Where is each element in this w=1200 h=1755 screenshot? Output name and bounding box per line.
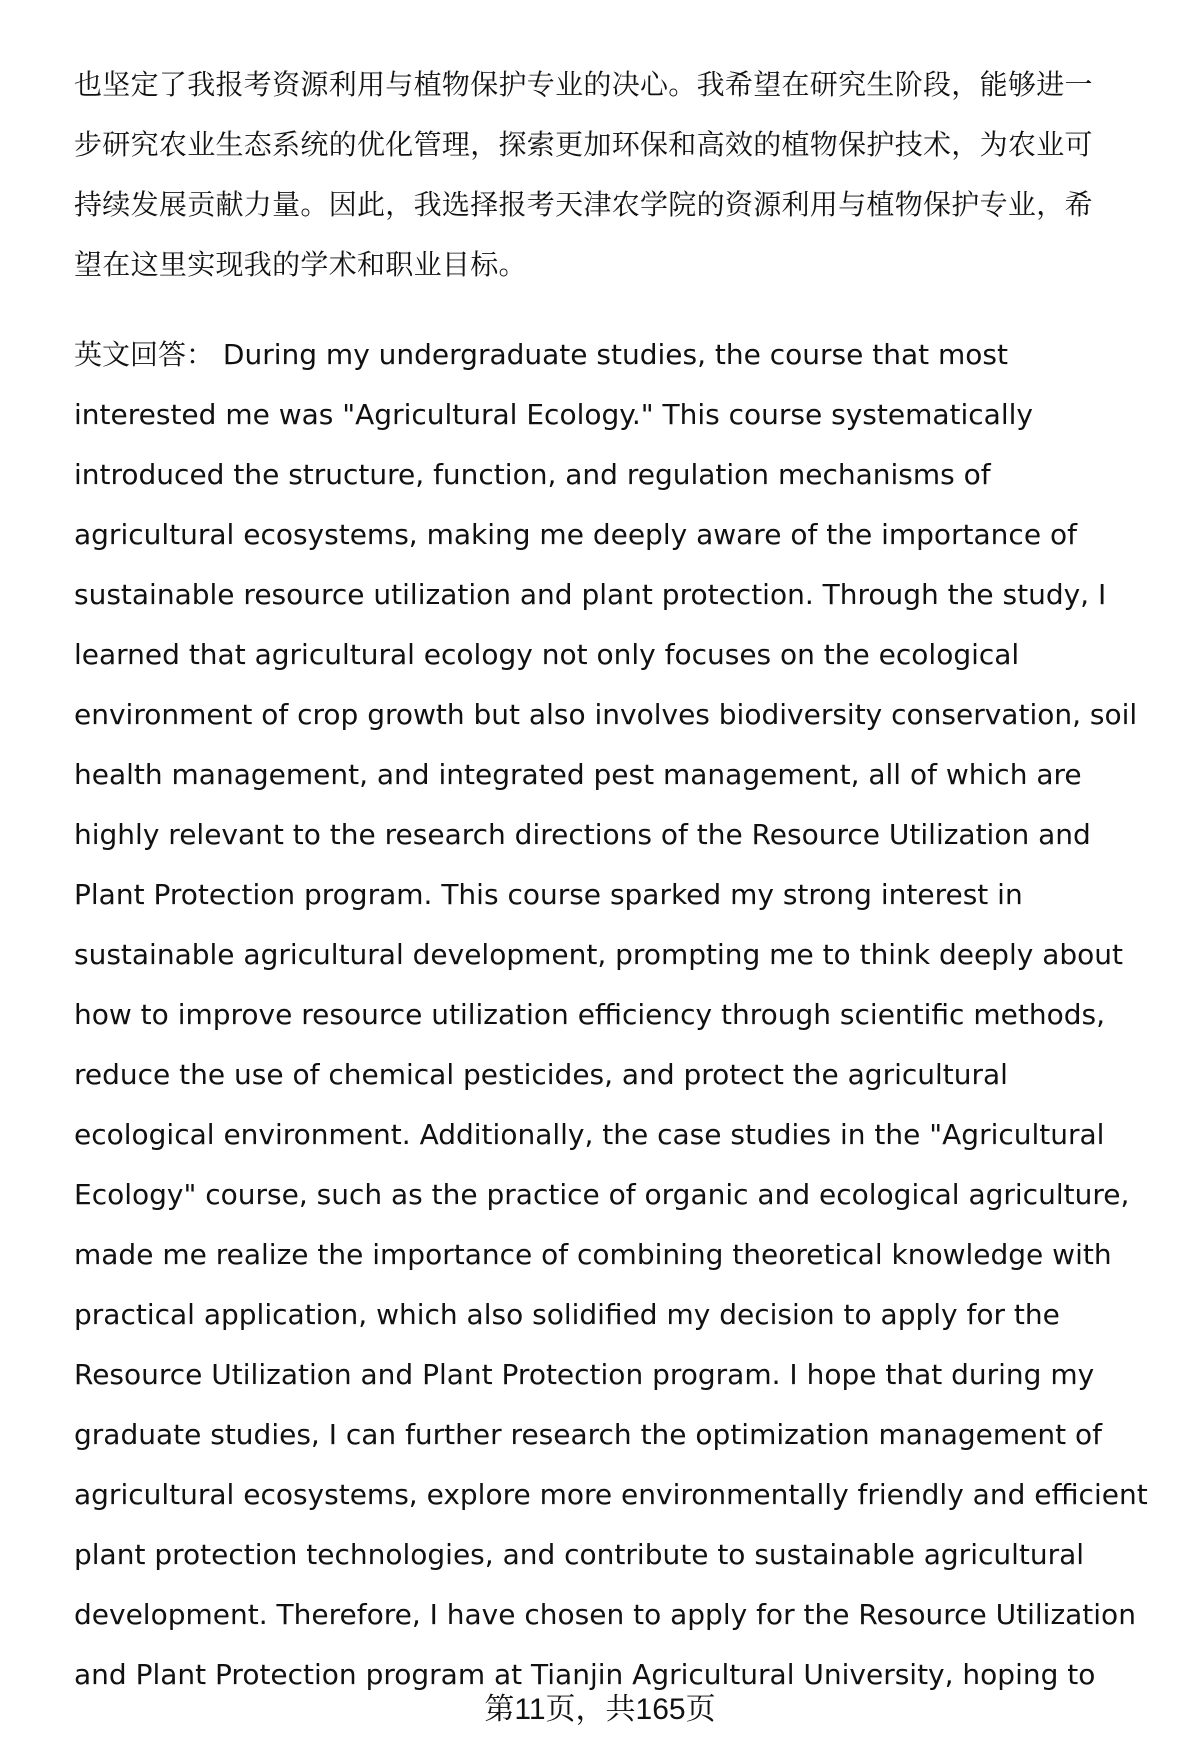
text-line: sustainable agricultural development, prompting me to think deeply about	[74, 938, 1123, 971]
text-line: made me realize the importance of combining theoretical knowledge with	[74, 1238, 1112, 1271]
text-line: 也坚定了我报考资源利用与植物保护专业的决心。我希望在研究生阶段，能够进一	[74, 68, 1093, 101]
text-line: 步研究农业生态系统的优化管理，探索更加环保和高效的植物保护技术，为农业可	[74, 128, 1093, 161]
text-line: 望在这里实现我的学术和职业目标。	[74, 248, 527, 281]
text-line: Ecology" course, such as the practice of organic and ecological agriculture,	[74, 1178, 1130, 1211]
text-line: Resource Utilization and Plant Protection program. I hope that during my	[74, 1358, 1095, 1391]
text-line: environment of crop growth but also involves biodiversity conservation, soil	[74, 698, 1138, 731]
text-line: highly relevant to the research directions of the Resource Utilization and	[74, 818, 1091, 851]
text-line: learned that agricultural ecology not only focuses on the ecological	[74, 638, 1020, 671]
text-line: reduce the use of chemical pesticides, and protect the agricultural	[74, 1058, 1008, 1091]
text-line: development. Therefore, I have chosen to apply for the Resource Utilization	[74, 1598, 1136, 1631]
text-line: and Plant Protection program at Tianjin Agricultural University, hoping to	[74, 1658, 1096, 1691]
text-line: plant protection technologies, and contribute to sustainable agricultural	[74, 1538, 1085, 1571]
text-line: health management, and integrated pest management, all of which are	[74, 758, 1082, 791]
chinese-paragraph	[74, 55, 1164, 295]
text-line: agricultural ecosystems, explore more environmentally friendly and efficient	[74, 1478, 1148, 1511]
text-line: how to improve resource utilization efficiency through scientific methods,	[74, 998, 1105, 1031]
text-line: agricultural ecosystems, making me deeply aware of the importance of	[74, 518, 1077, 551]
text-line: Plant Protection program. This course sparked my strong interest in	[74, 878, 1023, 911]
text-line: 英文回答： During my undergraduate studies, the course that most	[74, 338, 1008, 371]
text-line: 持续发展贡献力量。因此，我选择报考天津农学院的资源利用与植物保护专业，希	[74, 188, 1093, 221]
text-line: graduate studies, I can further research the optimization management of	[74, 1418, 1102, 1451]
text-line: ecological environment. Additionally, the case studies in the "Agricultural	[74, 1118, 1105, 1151]
page-number: 第11页，共165页	[484, 1693, 716, 1726]
text-line: practical application, which also solidified my decision to apply for the	[74, 1298, 1060, 1331]
text-line: sustainable resource utilization and plant protection. Through the study, I	[74, 578, 1107, 611]
text-line: introduced the structure, function, and regulation mechanisms of	[74, 458, 991, 491]
english-answer-paragraph	[74, 325, 1164, 1705]
document-page	[74, 55, 1164, 1705]
text-line: interested me was "Agricultural Ecology." This course systematically	[74, 398, 1033, 431]
